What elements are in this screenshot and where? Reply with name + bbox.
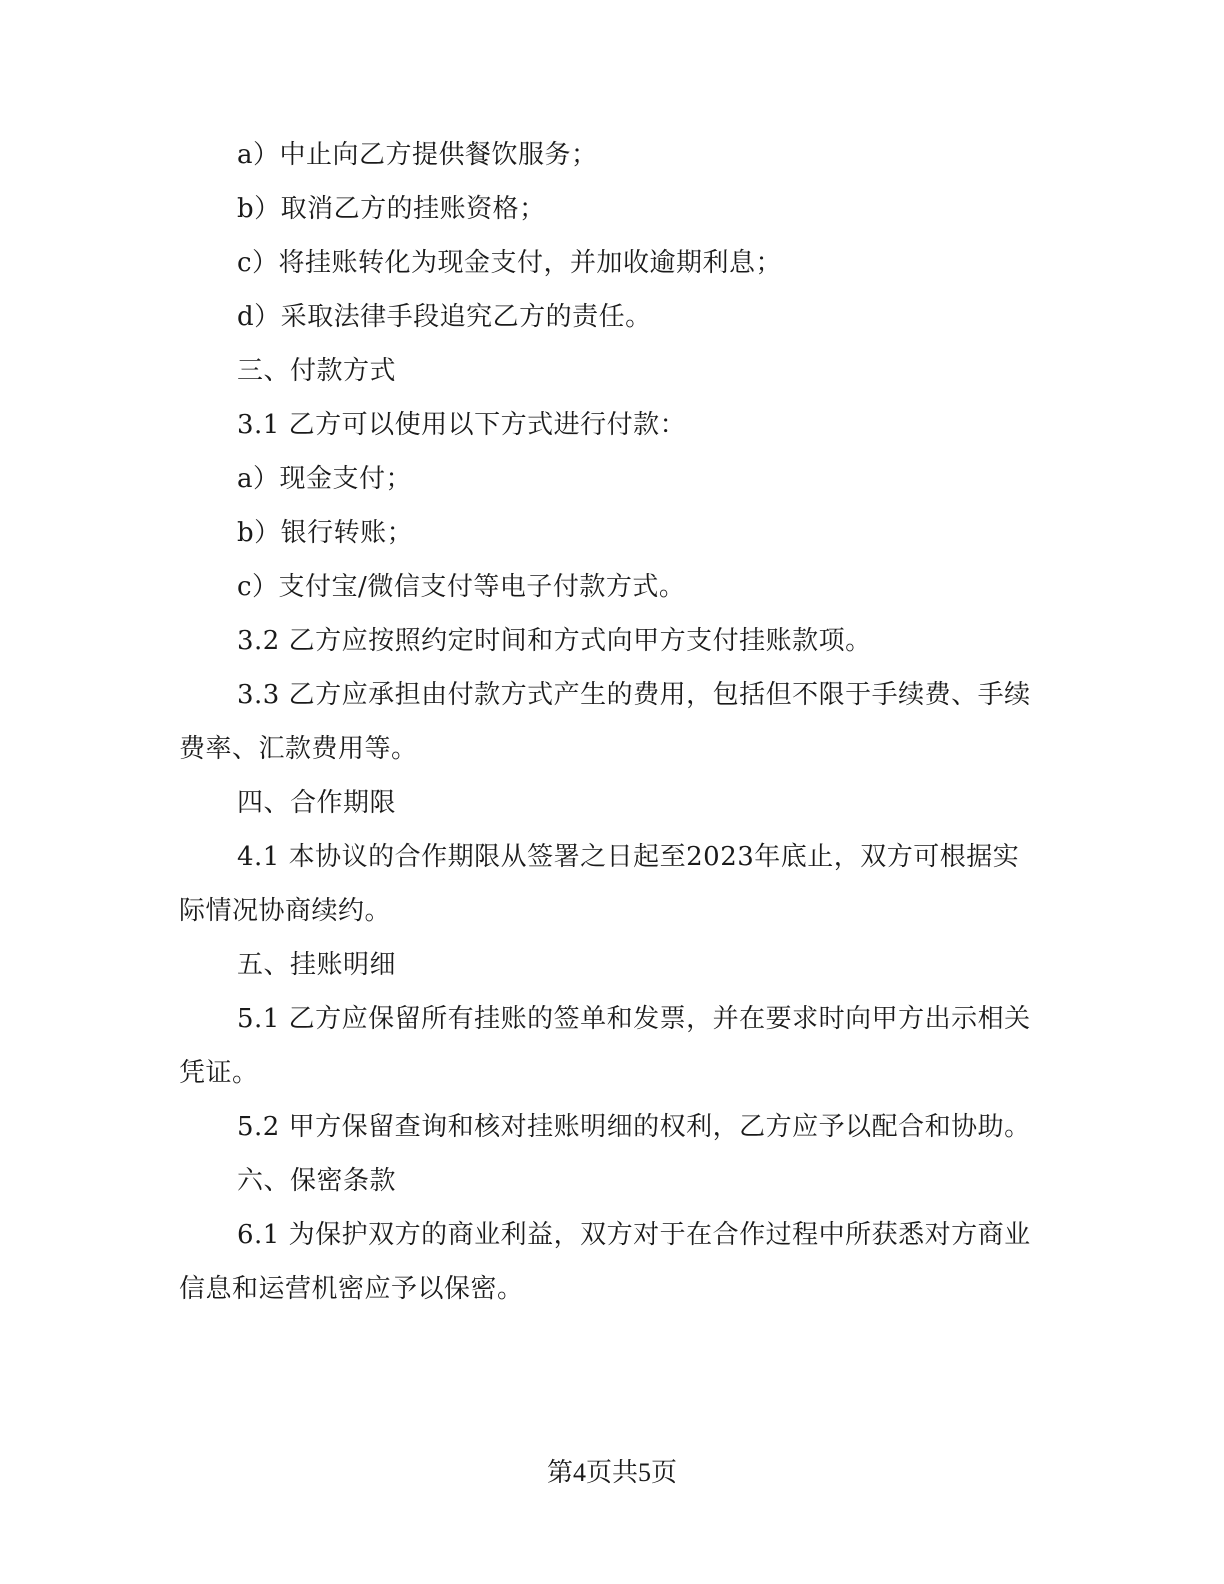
section-heading-confidentiality: 六、保密条款 [237, 1166, 397, 1196]
payment-option-electronic: c）支付宝/微信支付等电子付款方式。 [237, 572, 686, 602]
payment-option-bank: b）银行转账； [237, 518, 414, 548]
section-heading-payment: 三、付款方式 [237, 356, 397, 386]
document-body [179, 128, 1039, 1316]
clause-3-2: 3.2 乙方应按照约定时间和方式向甲方支付挂账款项。 [237, 626, 872, 656]
clause-c-convert-to-cash: c）将挂账转化为现金支付，并加收逾期利息； [237, 248, 783, 278]
clause-b-cancel-credit: b）取消乙方的挂账资格； [237, 194, 546, 224]
clause-a-suspend-service: a）中止向乙方提供餐饮服务； [237, 140, 598, 170]
section-heading-term: 四、合作期限 [237, 788, 397, 818]
clause-3-1: 3.1 乙方可以使用以下方式进行付款： [237, 410, 687, 440]
clause-d-legal-action: d）采取法律手段追究乙方的责任。 [237, 302, 652, 332]
payment-option-cash: a）现金支付； [237, 464, 413, 494]
clause-4-1: 4.1 本协议的合作期限从签署之日起至2023年底止，双方可根据实际情况协商续约。 [179, 842, 1020, 926]
page-number: 第4页共5页 [546, 1458, 677, 1487]
clause-5-2: 5.2 甲方保留查询和核对挂账明细的权利，乙方应予以配合和协助。 [237, 1112, 1031, 1142]
clause-3-3: 3.3 乙方应承担由付款方式产生的费用，包括但不限于手续费、手续费率、汇款费用等。 [179, 680, 1031, 764]
page-footer [0, 1456, 1224, 1490]
clause-5-1: 5.1 乙方应保留所有挂账的签单和发票，并在要求时向甲方出示相关凭证。 [179, 1004, 1031, 1088]
section-heading-details: 五、挂账明细 [237, 950, 397, 980]
clause-6-1: 6.1 为保护双方的商业利益，双方对于在合作过程中所获悉对方商业信息和运营机密应予以保密。 [179, 1220, 1031, 1304]
